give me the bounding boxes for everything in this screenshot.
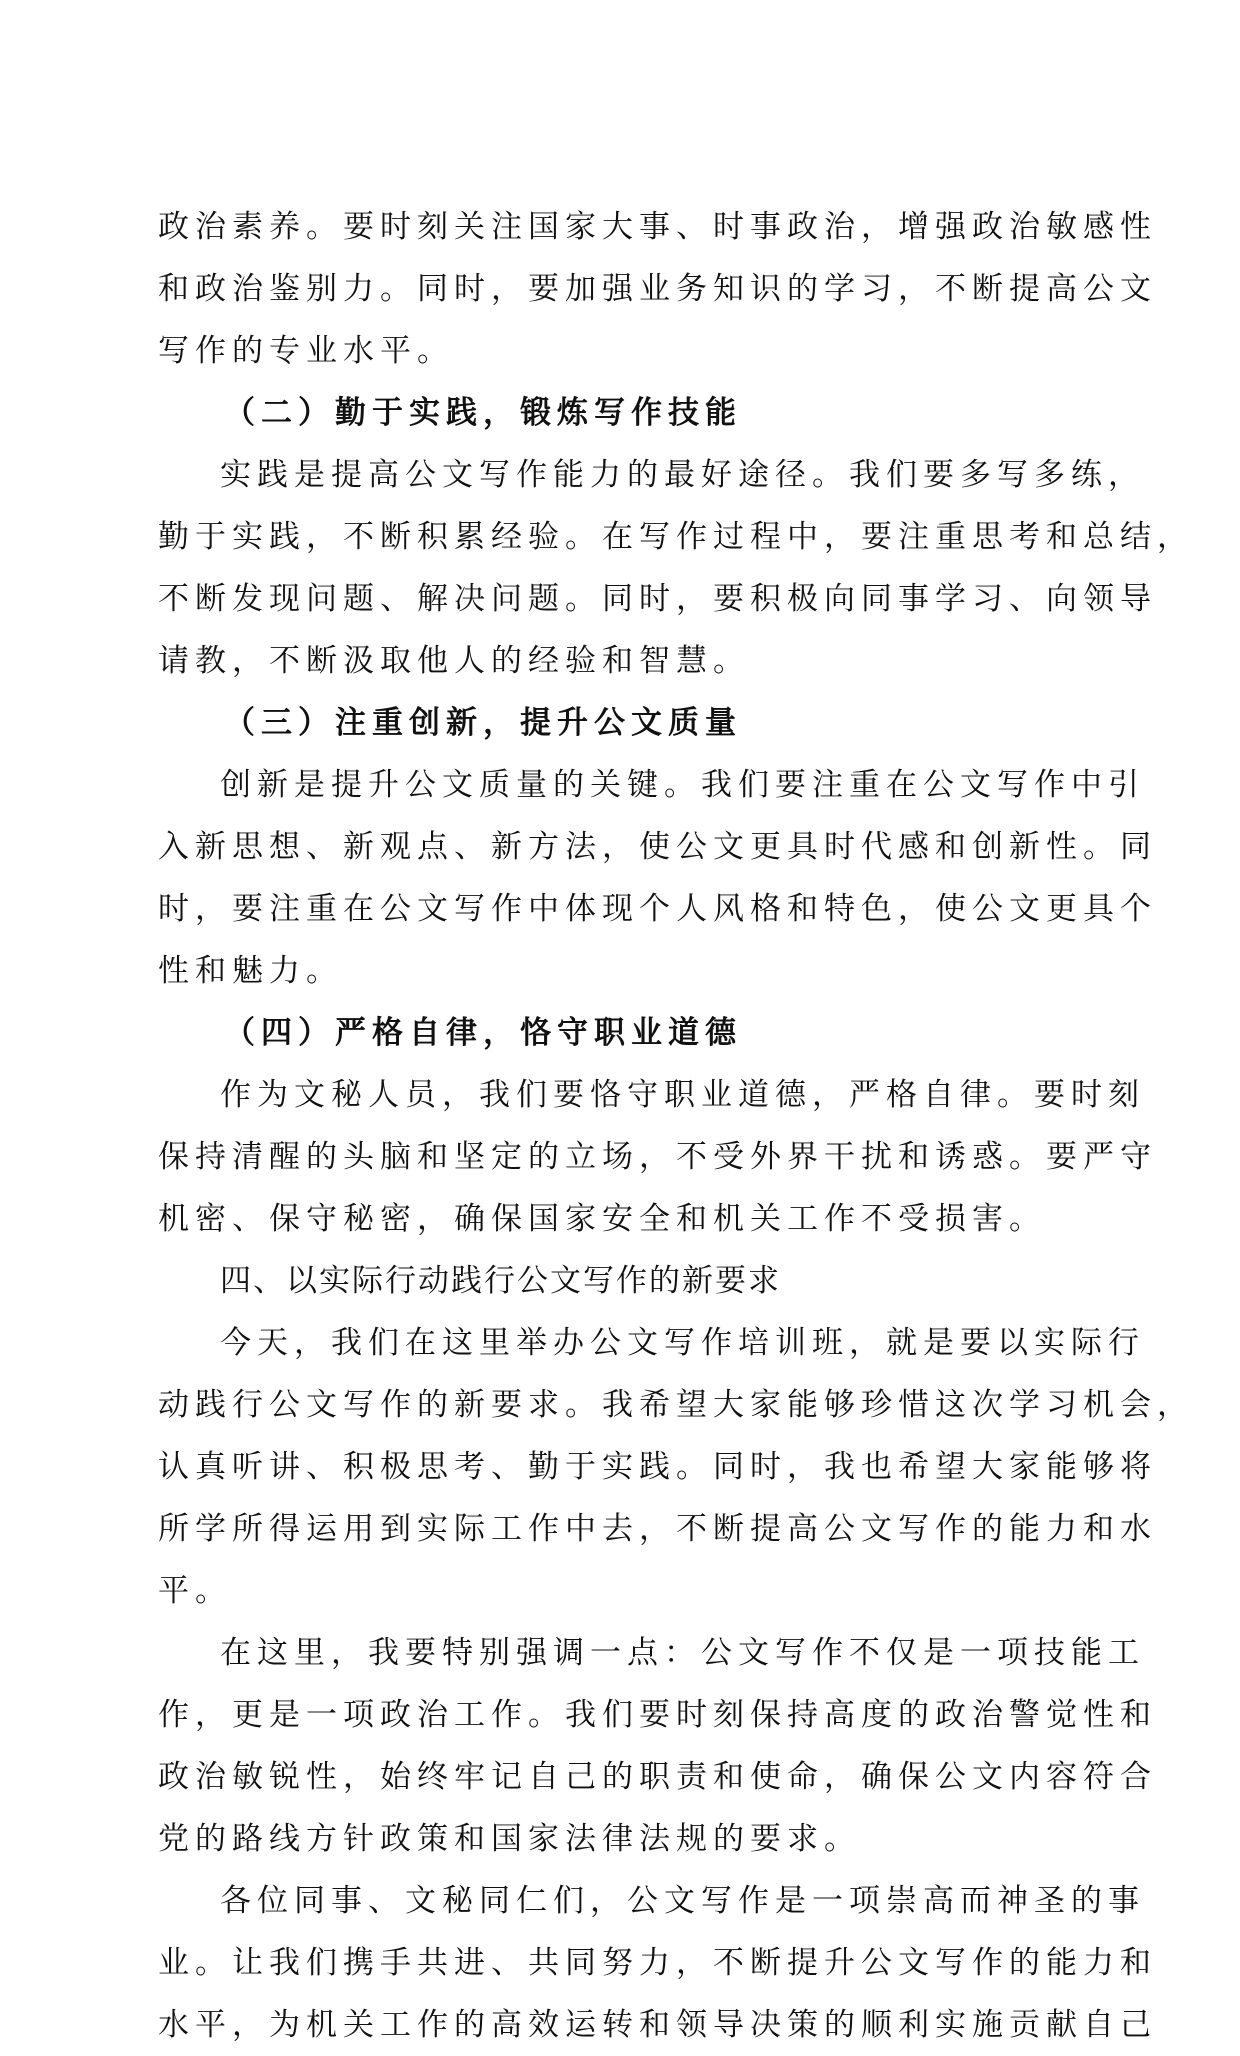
- body-line-20: 动践行公文写作的新要求。我希望大家能够珍惜这次学习机会，: [158, 1387, 1194, 1423]
- body-line-10: 创新是提升公文质量的关键。我们要注重在公文写作中引: [220, 767, 1145, 803]
- body-line-3: 写作的专业水平。: [158, 333, 454, 369]
- body-line-30: 水平，为机关工作的高效运转和领导决策的顺利实施贡献自己: [158, 2007, 1157, 2043]
- body-line-6: 勤于实践，不断积累经验。在写作过程中，要注重思考和总结，: [158, 519, 1194, 555]
- body-line-17: 机密、保守秘密，确保国家安全和机关工作不受损害。: [158, 1201, 1046, 1237]
- body-line-27: 党的路线方针政策和国家法律法规的要求。: [158, 1821, 861, 1857]
- body-line-7: 不断发现问题、解决问题。同时，要积极向同事学习、向领导: [158, 581, 1157, 617]
- body-line-29: 业。让我们携手共进、共同努力，不断提升公文写作的能力和: [158, 1945, 1157, 1981]
- body-line-25: 作，更是一项政治工作。我们要时刻保持高度的政治警觉性和: [158, 1697, 1157, 1733]
- body-line-16: 保持清醒的头脑和坚定的立场，不受外界干扰和诱惑。要严守: [158, 1139, 1157, 1175]
- body-line-12: 时，要注重在公文写作中体现个人风格和特色，使公文更具个: [158, 891, 1157, 927]
- body-line-23: 平。: [158, 1573, 232, 1609]
- body-line-15: 作为文秘人员，我们要恪守职业道德，严格自律。要时刻: [220, 1077, 1145, 1113]
- body-line-22: 所学所得运用到实际工作中去，不断提高公文写作的能力和水: [158, 1511, 1157, 1547]
- body-line-28: 各位同事、文秘同仁们，公文写作是一项崇高而神圣的事: [220, 1883, 1145, 1919]
- body-line-24: 在这里，我要特别强调一点：公文写作不仅是一项技能工: [220, 1635, 1145, 1671]
- chapter-heading-4: 四、以实际行动践行公文写作的新要求: [220, 1263, 781, 1299]
- body-line-5: 实践是提高公文写作能力的最好途径。我们要多写多练，: [220, 457, 1145, 493]
- document-page: [158, 196, 1194, 2056]
- body-line-8: 请教，不断汲取他人的经验和智慧。: [158, 643, 750, 679]
- body-line-1: 政治素养。要时刻关注国家大事、时事政治，增强政治敏感性: [158, 209, 1157, 245]
- body-line-2: 和政治鉴别力。同时，要加强业务知识的学习，不断提高公文: [158, 271, 1157, 307]
- section-heading-2: （二）勤于实践，锻炼写作技能: [224, 395, 742, 431]
- section-heading-3: （三）注重创新，提升公文质量: [224, 705, 742, 741]
- section-heading-4: （四）严格自律，恪守职业道德: [224, 1015, 742, 1051]
- body-line-21: 认真听讲、积极思考、勤于实践。同时，我也希望大家能够将: [158, 1449, 1157, 1485]
- body-line-13: 性和魅力。: [158, 953, 343, 989]
- body-line-11: 入新思想、新观点、新方法，使公文更具时代感和创新性。同: [158, 829, 1157, 865]
- body-line-19: 今天，我们在这里举办公文写作培训班，就是要以实际行: [220, 1325, 1145, 1361]
- body-line-26: 政治敏锐性，始终牢记自己的职责和使命，确保公文内容符合: [158, 1759, 1157, 1795]
